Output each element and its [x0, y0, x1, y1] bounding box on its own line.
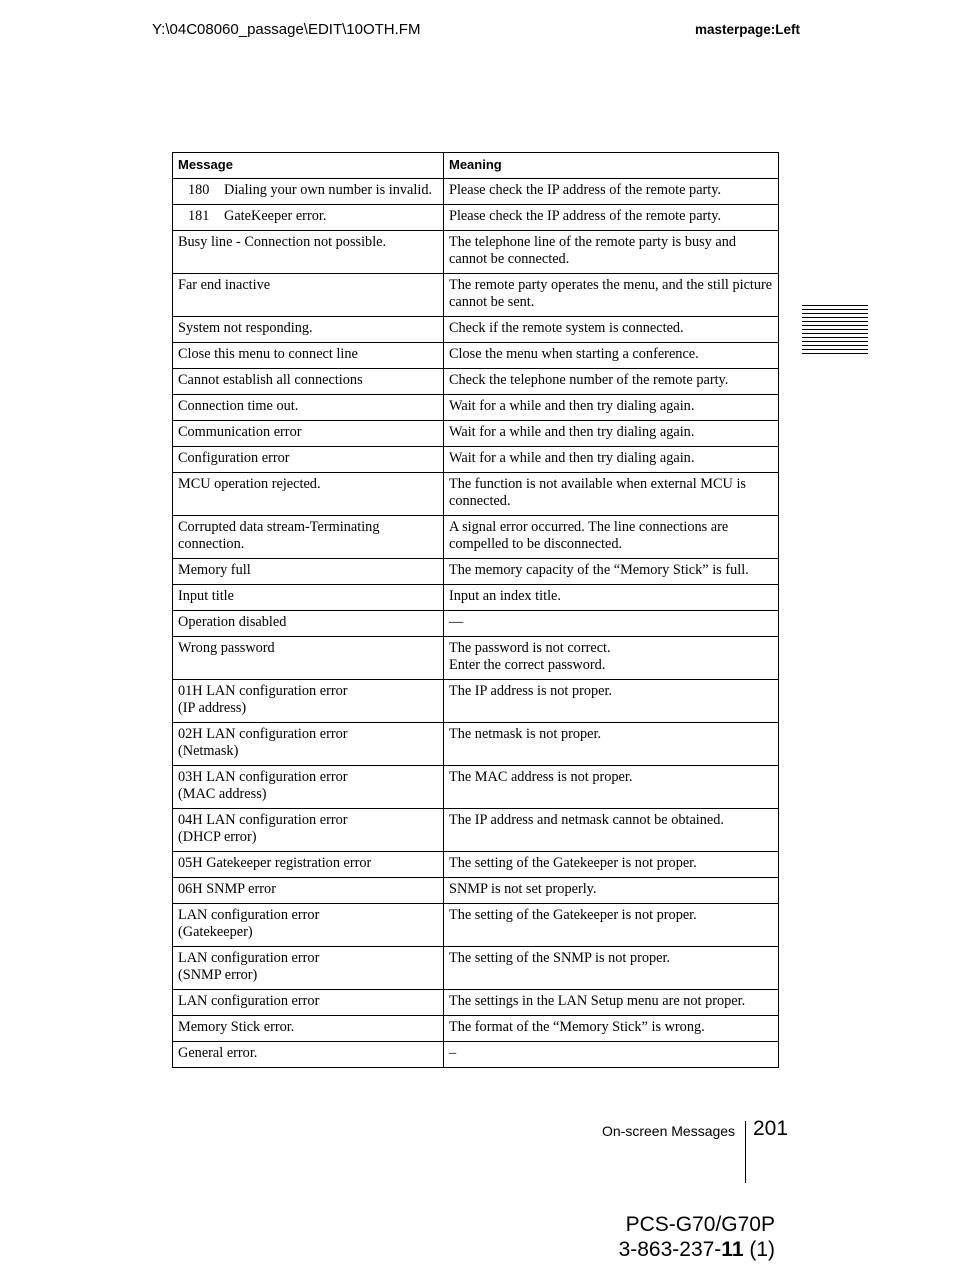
- header-meaning: Meaning: [444, 153, 779, 179]
- table-row: [173, 395, 779, 421]
- message-text: Dialing your own number is invalid.: [224, 182, 433, 198]
- meaning-cell: The setting of the Gatekeeper is not proper.: [444, 904, 779, 947]
- message-cell: 01H LAN configuration error (IP address): [173, 680, 444, 723]
- message-cell: 04H LAN configuration error (DHCP error): [173, 809, 444, 852]
- table-row: [173, 1042, 779, 1068]
- table-row: [173, 809, 779, 852]
- message-cell: Memory Stick error.: [173, 1016, 444, 1042]
- part-number-suffix: (1): [743, 1238, 775, 1261]
- meaning-cell: The MAC address is not proper.: [444, 766, 779, 809]
- message-code: 180: [188, 182, 210, 198]
- table-row: [173, 343, 779, 369]
- message-cell: 06H SNMP error: [173, 878, 444, 904]
- model-name: PCS-G70/G70P: [625, 1213, 775, 1236]
- meaning-cell: Check the telephone number of the remote party.: [444, 369, 779, 395]
- meaning-cell: The setting of the Gatekeeper is not proper.: [444, 852, 779, 878]
- masterpage-label: masterpage:Left: [695, 22, 801, 37]
- meaning-cell: The memory capacity of the “Memory Stick” is full.: [444, 559, 779, 585]
- table-row: [173, 1016, 779, 1042]
- part-number-revision: 11: [721, 1238, 744, 1261]
- message-cell: System not responding.: [173, 317, 444, 343]
- message-cell: LAN configuration error: [173, 990, 444, 1016]
- header-message: Message: [173, 153, 444, 179]
- message-cell: Memory full: [173, 559, 444, 585]
- model-block: [619, 1212, 775, 1262]
- meaning-cell: The function is not available when external MCU is connected.: [444, 473, 779, 516]
- message-cell: Close this menu to connect line: [173, 343, 444, 369]
- message-cell: Connection time out.: [173, 395, 444, 421]
- meaning-cell: The netmask is not proper.: [444, 723, 779, 766]
- footer-divider: [745, 1121, 746, 1183]
- table-row: [173, 447, 779, 473]
- meaning-cell: –: [444, 1042, 779, 1068]
- table-row: [173, 611, 779, 637]
- table-row: [173, 680, 779, 723]
- table-row: [173, 516, 779, 559]
- meaning-cell: Input an index title.: [444, 585, 779, 611]
- table-row: [173, 317, 779, 343]
- meaning-cell: The telephone line of the remote party is busy and cannot be connected.: [444, 231, 779, 274]
- table-row: [173, 473, 779, 516]
- table-row: [173, 637, 779, 680]
- table-row: [173, 231, 779, 274]
- messages-table: [172, 152, 779, 1068]
- part-number: [619, 1237, 775, 1262]
- message-cell: Input title: [173, 585, 444, 611]
- message-cell: Corrupted data stream-Terminating connection.: [173, 516, 444, 559]
- meaning-cell: Please check the IP address of the remote party.: [444, 179, 779, 205]
- meaning-cell: Close the menu when starting a conference.: [444, 343, 779, 369]
- meaning-cell: The IP address is not proper.: [444, 680, 779, 723]
- table-row: [173, 179, 779, 205]
- meaning-cell: Wait for a while and then try dialing again.: [444, 421, 779, 447]
- message-cell: Wrong password: [173, 637, 444, 680]
- message-cell: Configuration error: [173, 447, 444, 473]
- table-row: [173, 205, 779, 231]
- meaning-cell: SNMP is not set properly.: [444, 878, 779, 904]
- message-cell: [173, 179, 444, 205]
- table-row: [173, 274, 779, 317]
- table-row: [173, 904, 779, 947]
- meaning-cell: Please check the IP address of the remote party.: [444, 205, 779, 231]
- message-code: 181: [188, 208, 210, 224]
- meaning-cell: A signal error occurred. The line connections are compelled to be disconnected.: [444, 516, 779, 559]
- message-cell: Cannot establish all connections: [173, 369, 444, 395]
- table-row: [173, 947, 779, 990]
- table-row: [173, 766, 779, 809]
- message-cell: Communication error: [173, 421, 444, 447]
- message-cell: 05H Gatekeeper registration error: [173, 852, 444, 878]
- table-row: [173, 990, 779, 1016]
- message-cell: Far end inactive: [173, 274, 444, 317]
- message-cell: MCU operation rejected.: [173, 473, 444, 516]
- section-title: On-screen Messages: [602, 1123, 736, 1139]
- meaning-cell: The settings in the LAN Setup menu are not proper.: [444, 990, 779, 1016]
- table-row: [173, 421, 779, 447]
- message-cell: [173, 205, 444, 231]
- message-cell: Operation disabled: [173, 611, 444, 637]
- message-text: GateKeeper error.: [224, 208, 327, 224]
- part-number-prefix: 3-863-237-: [618, 1238, 722, 1261]
- file-path: Y:\04C08060_passage\EDIT\10OTH.FM: [152, 21, 421, 38]
- meaning-cell: Wait for a while and then try dialing again.: [444, 447, 779, 473]
- meaning-cell: The password is not correct. Enter the correct password.: [444, 637, 779, 680]
- message-cell: LAN configuration error (SNMP error): [173, 947, 444, 990]
- meaning-cell: Check if the remote system is connected.: [444, 317, 779, 343]
- meaning-cell: The format of the “Memory Stick” is wrong.: [444, 1016, 779, 1042]
- meaning-cell: The remote party operates the menu, and the still picture cannot be sent.: [444, 274, 779, 317]
- table-row: [173, 585, 779, 611]
- side-tab-marker: [802, 305, 868, 357]
- table-row: [173, 878, 779, 904]
- meaning-cell: Wait for a while and then try dialing again.: [444, 395, 779, 421]
- table-header-row: [173, 153, 779, 179]
- meaning-cell: The IP address and netmask cannot be obtained.: [444, 809, 779, 852]
- meaning-cell: The setting of the SNMP is not proper.: [444, 947, 779, 990]
- table-row: [173, 559, 779, 585]
- message-cell: 02H LAN configuration error (Netmask): [173, 723, 444, 766]
- meaning-cell: —: [444, 611, 779, 637]
- table-row: [173, 369, 779, 395]
- page-number: 201: [753, 1117, 789, 1140]
- message-cell: LAN configuration error (Gatekeeper): [173, 904, 444, 947]
- message-cell: 03H LAN configuration error (MAC address): [173, 766, 444, 809]
- message-cell: Busy line - Connection not possible.: [173, 231, 444, 274]
- table-row: [173, 723, 779, 766]
- message-cell: General error.: [173, 1042, 444, 1068]
- table-row: [173, 852, 779, 878]
